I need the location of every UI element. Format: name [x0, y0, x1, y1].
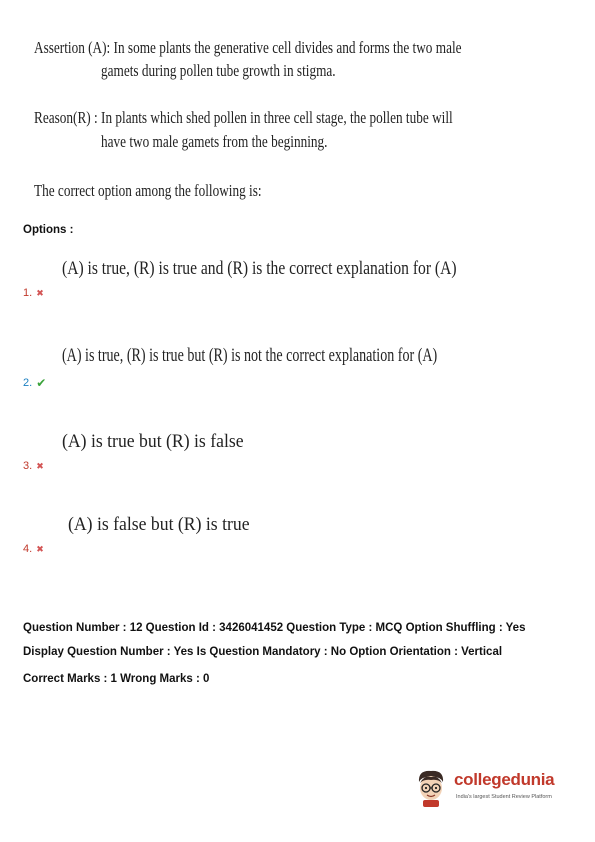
cross-icon: ✖	[36, 543, 44, 554]
reason-line-1: Reason(R) : In plants which shed pollen in three cell stage, the pollen tube will	[34, 108, 453, 127]
check-icon: ✔	[36, 376, 47, 390]
cross-icon: ✖	[36, 460, 44, 471]
option-3-number[interactable]	[23, 460, 44, 472]
question-meta-line-1: Question Number : 12 Question Id : 3426041452 Question Type : MCQ Option Shuffling : Yes	[23, 622, 526, 634]
option-3-text: (A) is true but (R) is false	[62, 431, 244, 452]
student-face-icon	[414, 768, 448, 808]
reason-line-2: have two male gamets from the beginning.	[101, 132, 328, 151]
option-4-number[interactable]	[23, 543, 44, 555]
assertion-line-1: Assertion (A): In some plants the generative cell divides and forms the two male	[34, 38, 462, 57]
option-2-text: (A) is true, (R) is true but (R) is not the correct explanation for (A)	[62, 345, 438, 366]
option-number-label: 3.	[23, 460, 33, 472]
option-number-label: 4.	[23, 543, 33, 555]
option-1-text: (A) is true, (R) is true and (R) is the correct explanation for (A)	[62, 258, 457, 279]
option-2-number[interactable]	[23, 376, 46, 390]
question-meta-line-3: Correct Marks : 1 Wrong Marks : 0	[23, 673, 210, 685]
option-4-text: (A) is false but (R) is true	[68, 514, 250, 535]
option-number-label: 2.	[23, 377, 33, 389]
option-number-label: 1.	[23, 287, 33, 299]
logo-tagline: India's largest Student Review Platform	[456, 794, 552, 800]
question-prompt: The correct option among the following is:	[34, 181, 262, 200]
cross-icon: ✖	[36, 287, 44, 298]
options-label: Options :	[23, 224, 74, 236]
collegedunia-logo[interactable]	[414, 764, 574, 814]
option-1-number[interactable]	[23, 287, 44, 299]
logo-wordmark: collegedunia	[454, 770, 555, 789]
question-meta-line-2: Display Question Number : Yes Is Question Mandatory : No Option Orientation : Vertical	[23, 646, 503, 658]
assertion-line-2: gamets during pollen tube growth in stigma.	[101, 61, 336, 80]
